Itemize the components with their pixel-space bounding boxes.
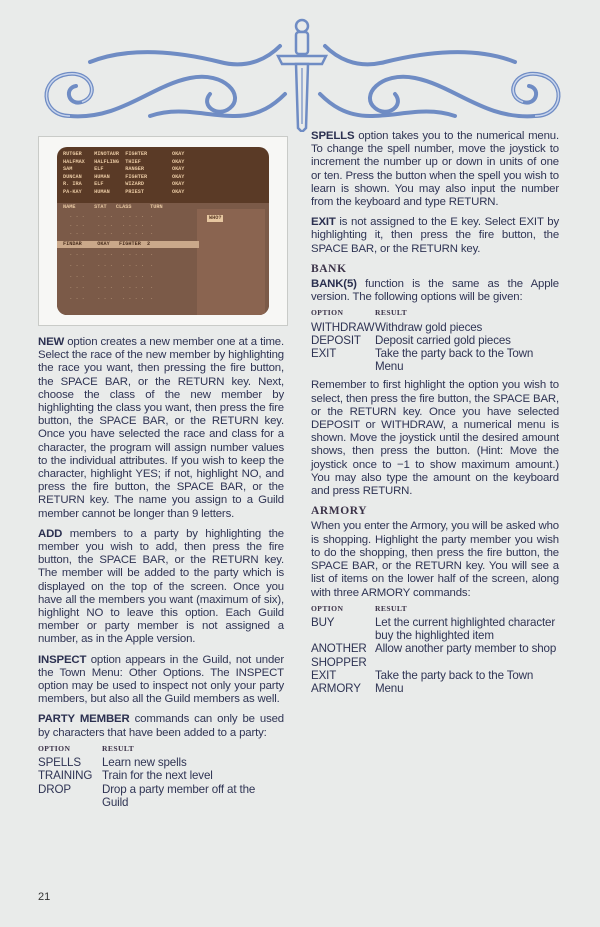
result-cell: Take the party back to the Town Menu [375, 347, 534, 374]
option-cell: BUY [311, 615, 335, 629]
spells-paragraph: SPELLS option takes you to the numerical menu. To change the spell number, move the joystick to increment the number up or down in units of one or ten. Press the button when the spell you wish to learn is shown. You may also input the number from the keyboard and type RETURN. [311, 130, 559, 209]
option-cell: TRAINING [38, 769, 93, 783]
table-row [38, 769, 284, 782]
option-cell: EXIT [311, 347, 337, 361]
option-cell: ANOTHER SHOPPER [311, 642, 367, 669]
screen-row: . . . . . . . . . . . [63, 295, 154, 301]
remember-paragraph: Remember to first highlight the option you wish to select, then press the fire button, the SPACE BAR, or the RETURN key. Once you have selected DEPOSIT or WITHDRAW, a numerical menu is shown. Move the joystick until the desired amount shows, then press the button. (Hint: Move the joystick once to −1 to show maximum amount.) You may also type the amount on the keyboard and press RETURN. [311, 379, 559, 498]
result-cell: Learn new spells [102, 756, 187, 770]
party-row: HALFMAX HALFLING THIEF OKAY [63, 158, 185, 165]
party-row: R. IRA ELF WIZARD OKAY [63, 181, 185, 188]
screen-row: . . . . . . . . . . . [63, 273, 154, 279]
result-cell: Let the current highlighted character buy the highlighted item [375, 615, 556, 643]
option-header: OPTION [311, 603, 344, 613]
result-cell: Deposit carried gold pieces [375, 333, 511, 347]
table-row [311, 334, 559, 347]
highlighted-row: FINDAR OKAY FIGHTER 2 [57, 241, 199, 248]
option-cell: EXIT ARMORY [311, 668, 361, 695]
result-cell: Take the party back to the Town Menu [375, 668, 534, 695]
option-cell: WITHDRAW [311, 320, 375, 334]
lower-header: NAME STAT CLASS TURN [63, 204, 163, 210]
table-row [38, 783, 284, 809]
party-row: RUTGER MINOTAUR FIGHTER OKAY [63, 151, 185, 157]
bank-paragraph: BANK(5) function is the same as the Apple version. The following options will be given: [311, 278, 559, 304]
option-cell: SPELLS [38, 756, 81, 770]
guild-screen [57, 147, 269, 315]
screen-row: . . . . . . . . . . . [63, 284, 154, 290]
screen-row: . . . . . . . . . . . [63, 221, 154, 228]
inspect-paragraph: INSPECT option appears in the Guild, not under the Town Menu: Other Options. The INSPECT option may be used to inspect not only your party members, but also all the Guild members as well. [38, 653, 284, 706]
result-cell: Withdraw gold pieces [375, 320, 483, 334]
add-paragraph: ADD members to a party by highlighting the member you wish to add, then press the fire button, the SPACE BAR, or the RETURN key. The member will be added to the party which is displayed on the top of the screen. Once you have all the members you want (maximum of six), highlight NO to leave this option. Each Guild member or party member is not assigned a number, as in the Apple version. [38, 527, 284, 646]
table-row [311, 347, 559, 373]
page-number: 21 [38, 891, 51, 903]
result-cell: Drop a party member off at the Guild [102, 782, 256, 809]
party-options-table [38, 742, 284, 809]
party-row: SAM ELF RANGER OKAY [63, 166, 185, 173]
table-row [38, 756, 284, 769]
armory-heading: ARMORY [311, 505, 368, 518]
option-header: OPTION [38, 743, 71, 753]
table-row [311, 669, 559, 695]
screen-row: . . . . . . . . . . . [63, 251, 154, 257]
option-cell: DEPOSIT [311, 333, 361, 347]
result-header: RESULT [102, 743, 135, 753]
screen-row: . . . . . . . . . . . [63, 262, 154, 268]
result-cell: Allow another party member to shop [375, 642, 557, 656]
armory-options-table [311, 602, 559, 695]
party-member-paragraph: PARTY MEMBER commands can only be used by characters that have been added to a party: [38, 713, 284, 739]
bank-options-table [311, 306, 559, 373]
new-paragraph: NEW option creates a new member one at a time. Select the race of the new member by highlighting the race you want, then pressing the fire button, the SPACE BAR, or the RETURN key. Next, choose the class of the new member by highlighting the class you want, then press the fire button, the SPACE BAR, or the RETURN key. Once you have selected the race and class for a character, the program will assign number values to the individual attributes. If you wish to keep the character, highlight YES; if not, highlight NO, and press the fire button, the SPACE BAR, or the RETURN key. The name you assign to a Guild member cannot be longer than 9 letters. [38, 336, 284, 520]
screen-row: . . . . . . . . . . . [63, 230, 154, 236]
party-row: DUNCAN HUMAN FIGHTER OKAY [63, 173, 185, 180]
table-row [311, 642, 559, 668]
who-label: WHO? [209, 215, 222, 221]
table-row [311, 616, 559, 642]
result-header: RESULT [375, 603, 408, 613]
option-cell: DROP [38, 782, 71, 796]
armory-paragraph: When you enter the Armory, you will be asked who is shopping. Highlight the party member you wish to do the shopping, then press the fire button, the SPACE BAR, or the RETURN key. You will see a list of items on the lower half of the screen, along with three ARMORY commands: [311, 520, 559, 599]
screen-row: . . . . . . . . . . . [63, 213, 154, 219]
option-header: OPTION [311, 308, 344, 318]
game-screenshot [38, 136, 288, 326]
right-column [311, 130, 559, 701]
bank-heading: BANK [311, 262, 347, 275]
exit-paragraph: EXIT is not assigned to the E key. Select EXIT by highlighting it, then press the fire button, the SPACE BAR, or the RETURN key. [311, 216, 559, 255]
party-row: PA-KAY HUMAN PRIEST OKAY [63, 189, 185, 195]
celtic-sword-header [30, 16, 575, 132]
left-column [38, 336, 284, 815]
result-cell: Train for the next level [102, 769, 213, 783]
side-panel [197, 209, 265, 315]
table-row [311, 321, 559, 334]
result-header: RESULT [375, 308, 408, 318]
